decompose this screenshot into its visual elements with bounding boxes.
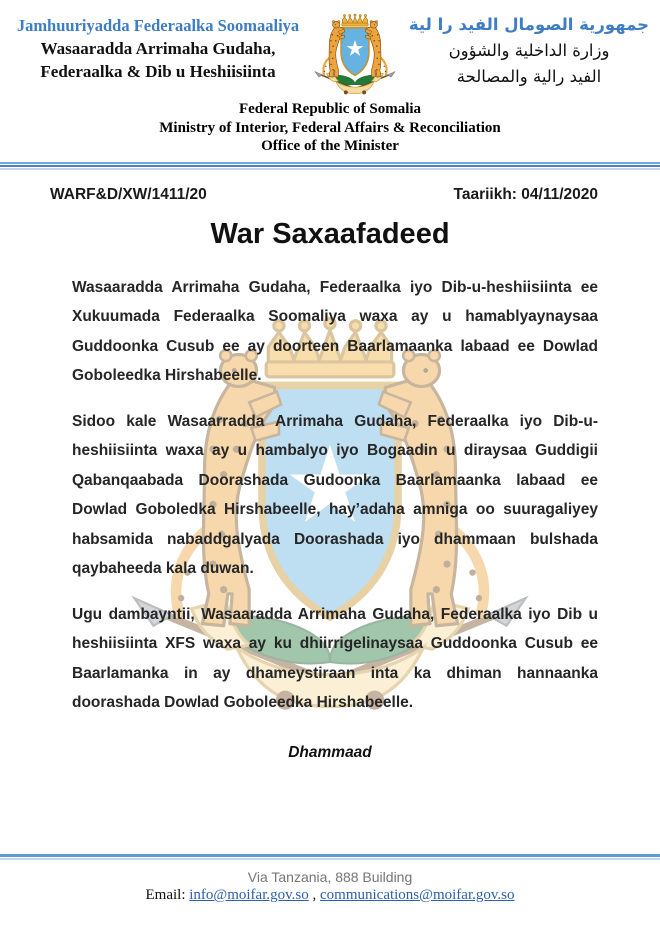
email-separator: , xyxy=(308,887,320,903)
letter-body xyxy=(0,273,660,718)
page-title: War Saxaafadeed xyxy=(210,217,450,250)
somalia-coat-of-arms-icon xyxy=(307,10,403,98)
ministry-name-arabic-2: الفيد رالية والمصالحة xyxy=(456,67,602,86)
republic-name-somali: Jamhuuriyadda Federaalka Soomaaliya xyxy=(16,16,300,35)
paragraph-3: Ugu dambayntii, Wasaaradda Arrimaha Gudaha, Federaalka iyo Dib u heshiisiinta XFS waxa ay ku dhiirrigelinaysaa Guddoonka Cusub ee Baarlamanka in ay dhameystiraan inta ka dhiman hannaanka doorashada Dowlad Goboleedka Hirshabeelle. xyxy=(72,605,598,711)
email-link-info[interactable]: info@moifar.gov.so xyxy=(189,887,309,903)
closing-word: Dhammaad xyxy=(288,743,372,761)
republic-name-english: Federal Republic of Somalia xyxy=(238,101,422,117)
office-name-english: Office of the Minister xyxy=(261,138,399,154)
email-label: Email: xyxy=(145,887,190,903)
republic-name-arabic: جمهورية الصومال الفيد را لية xyxy=(408,15,650,34)
paragraph-1: Wasaaradda Arrimaha Gudaha, Federaalka iyo Dib-u-heshiisiinta ee Xukuumada Federaalka Soomaliya waxa ay u hamablyaynaysaa Guddoonka Cusub ee ay doorteen Baarlamaanka labaad ee Dowlad Goboleedka Hirshabeelle. xyxy=(72,278,598,384)
letter-footer xyxy=(0,854,660,931)
email-line xyxy=(0,886,660,931)
footer-divider-rule xyxy=(0,854,660,860)
letterhead xyxy=(0,0,660,98)
letterhead-somali xyxy=(14,8,302,83)
date-label: Taariikh: 04/11/2020 xyxy=(453,185,598,203)
ministry-name-arabic-1: وزارة الداخلية والشؤون xyxy=(448,41,610,60)
header-divider-rule xyxy=(0,162,660,170)
address-line: Via Tanzania, 888 Building xyxy=(247,869,413,885)
ministry-name-somali-2: Federaalka & Dib u Heshiisiinta xyxy=(40,62,276,81)
ministry-name-somali-1: Wasaaradda Arrimaha Gudaha, xyxy=(40,39,276,58)
letterhead-english xyxy=(0,100,660,156)
letterhead-arabic xyxy=(408,8,650,90)
reference-row xyxy=(50,186,598,204)
paragraph-2: Sidoo kale Wasaarradda Arrimaha Gudaha, Federaalka iyo Dib-u-heshiisiinta waxa ay u hambalyo iyo Bogaadin u diraysaa Guddigii Qabanqaabada Doorashada Gudoonka Baarlamaanka labaad ee Dowlad Goboledka Hirshabeelle, hay’adaha amniga oo suuragaliyey habsamida nabaddgalyada Doorashada iyo dhammaan bulshada qaybaheeda kala duwan. xyxy=(72,412,598,577)
reference-number: WARF&D/XW/1411/20 xyxy=(50,185,207,203)
email-link-communications[interactable]: communications@moifar.gov.so xyxy=(320,887,515,903)
ministry-name-english: Ministry of Interior, Federal Affairs & Reconciliation xyxy=(159,119,501,136)
